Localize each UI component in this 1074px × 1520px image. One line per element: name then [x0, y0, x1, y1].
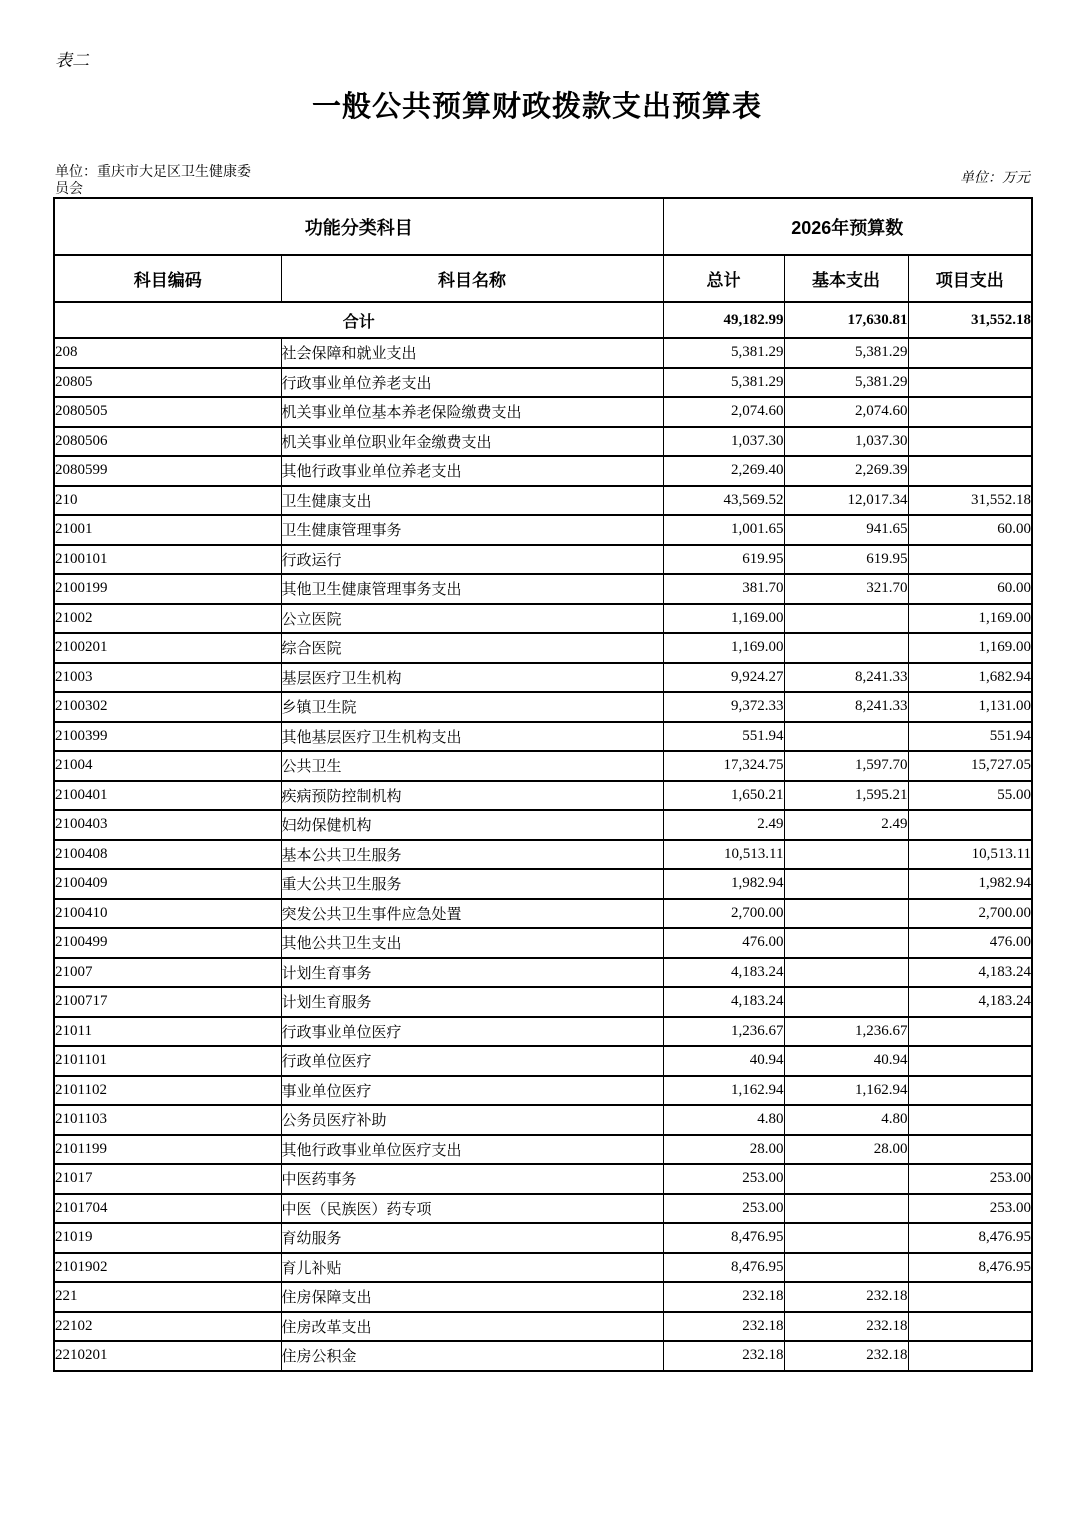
- cell-code: 21003: [54, 663, 281, 693]
- table-row: [54, 1253, 1032, 1283]
- table-row: [54, 1312, 1032, 1342]
- cell-project: [908, 545, 1032, 575]
- table-row: [54, 456, 1032, 486]
- cell-code: 21017: [54, 1164, 281, 1194]
- cell-project: 60.00: [908, 515, 1032, 545]
- cell-code: 2101704: [54, 1194, 281, 1224]
- cell-total: 4,183.24: [663, 958, 784, 988]
- cell-name: 机关事业单位基本养老保险缴费支出: [281, 397, 663, 427]
- cell-total: 10,513.11: [663, 840, 784, 870]
- cell-name: 突发公共卫生事件应急处置: [281, 899, 663, 929]
- cell-project: [908, 1282, 1032, 1312]
- cell-name: 基层医疗卫生机构: [281, 663, 663, 693]
- budget-table: [53, 197, 1033, 1372]
- table-header: [54, 198, 1032, 302]
- cell-code: 2100408: [54, 840, 281, 870]
- unit-measure-label: 单位：万元: [960, 171, 1030, 186]
- table-row: [54, 810, 1032, 840]
- cell-project: [908, 368, 1032, 398]
- cell-basic: 619.95: [784, 545, 908, 575]
- cell-project: 253.00: [908, 1194, 1032, 1224]
- cell-total: 17,324.75: [663, 751, 784, 781]
- cell-basic: [784, 1194, 908, 1224]
- cell-project: [908, 456, 1032, 486]
- cell-basic: 1,037.30: [784, 427, 908, 457]
- cell-name: 住房保障支出: [281, 1282, 663, 1312]
- table-row: [54, 781, 1032, 811]
- cell-basic: [784, 928, 908, 958]
- cell-name: 妇幼保健机构: [281, 810, 663, 840]
- table-row: [54, 1282, 1032, 1312]
- cell-code: 21004: [54, 751, 281, 781]
- cell-total: 40.94: [663, 1046, 784, 1076]
- header-function-group: 功能分类科目: [54, 198, 663, 255]
- table-row: [54, 368, 1032, 398]
- cell-total: 551.94: [663, 722, 784, 752]
- cell-basic: 1,597.70: [784, 751, 908, 781]
- cell-name: 事业单位医疗: [281, 1076, 663, 1106]
- cell-project: 4,183.24: [908, 958, 1032, 988]
- cell-basic: 28.00: [784, 1135, 908, 1165]
- cell-code: 2210201: [54, 1341, 281, 1371]
- cell-code: 21019: [54, 1223, 281, 1253]
- cell-name: 公立医院: [281, 604, 663, 634]
- table-row: [54, 869, 1032, 899]
- cell-project: 31,552.18: [908, 486, 1032, 516]
- unit-name-label: 单位：重庆市大足区卫生健康委员会: [55, 165, 251, 197]
- cell-name: 卫生健康支出: [281, 486, 663, 516]
- cell-project: 60.00: [908, 574, 1032, 604]
- cell-project: [908, 1135, 1032, 1165]
- cell-project: 10,513.11: [908, 840, 1032, 870]
- cell-basic: 2,074.60: [784, 397, 908, 427]
- table-row: [54, 840, 1032, 870]
- cell-project: 1,131.00: [908, 692, 1032, 722]
- table-row: [54, 899, 1032, 929]
- cell-name: 重大公共卫生服务: [281, 869, 663, 899]
- table-row: [54, 1341, 1032, 1371]
- cell-name: 公务员医疗补助: [281, 1105, 663, 1135]
- cell-project: [908, 1046, 1032, 1076]
- cell-total: 2,074.60: [663, 397, 784, 427]
- cell-total: 381.70: [663, 574, 784, 604]
- table-row: [54, 604, 1032, 634]
- cell-basic: [784, 869, 908, 899]
- cell-name: 其他卫生健康管理事务支出: [281, 574, 663, 604]
- cell-name: 育幼服务: [281, 1223, 663, 1253]
- cell-name: 行政运行: [281, 545, 663, 575]
- cell-name: 中医（民族医）药专项: [281, 1194, 663, 1224]
- cell-code: 2100101: [54, 545, 281, 575]
- table-row: [54, 574, 1032, 604]
- cell-code: 2100410: [54, 899, 281, 929]
- cell-code: 2101102: [54, 1076, 281, 1106]
- table-row: [54, 338, 1032, 368]
- table-row: [54, 397, 1032, 427]
- cell-code: 2100403: [54, 810, 281, 840]
- cell-project: 1,169.00: [908, 604, 1032, 634]
- table-row: [54, 1046, 1032, 1076]
- cell-project: 2,700.00: [908, 899, 1032, 929]
- cell-project: [908, 397, 1032, 427]
- cell-project: [908, 338, 1032, 368]
- table-row: [54, 958, 1032, 988]
- cell-basic: [784, 987, 908, 1017]
- cell-name: 其他基层医疗卫生机构支出: [281, 722, 663, 752]
- cell-name: 乡镇卫生院: [281, 692, 663, 722]
- cell-name: 基本公共卫生服务: [281, 840, 663, 870]
- cell-project: [908, 427, 1032, 457]
- page-title: 一般公共预算财政拨款支出预算表: [311, 91, 762, 123]
- header-basic: 基本支出: [784, 255, 908, 302]
- cell-name: 计划生育事务: [281, 958, 663, 988]
- table-row: [54, 545, 1032, 575]
- cell-code: 2101199: [54, 1135, 281, 1165]
- cell-total: 1,169.00: [663, 633, 784, 663]
- header-total: 总计: [663, 255, 784, 302]
- cell-total: 1,650.21: [663, 781, 784, 811]
- cell-basic: 2,269.39: [784, 456, 908, 486]
- summary-project: 31,552.18: [908, 302, 1032, 338]
- header-group-row: [54, 198, 1032, 255]
- table-row: [54, 1105, 1032, 1135]
- cell-total: 619.95: [663, 545, 784, 575]
- table-row: [54, 722, 1032, 752]
- cell-basic: [784, 958, 908, 988]
- cell-project: 476.00: [908, 928, 1032, 958]
- cell-basic: 2.49: [784, 810, 908, 840]
- cell-basic: [784, 840, 908, 870]
- cell-name: 机关事业单位职业年金缴费支出: [281, 427, 663, 457]
- header-project: 项目支出: [908, 255, 1032, 302]
- cell-basic: 1,162.94: [784, 1076, 908, 1106]
- cell-basic: [784, 1164, 908, 1194]
- cell-code: 2080599: [54, 456, 281, 486]
- cell-basic: 8,241.33: [784, 663, 908, 693]
- cell-code: 210: [54, 486, 281, 516]
- cell-name: 其他公共卫生支出: [281, 928, 663, 958]
- cell-name: 卫生健康管理事务: [281, 515, 663, 545]
- table-row: [54, 515, 1032, 545]
- cell-name: 疾病预防控制机构: [281, 781, 663, 811]
- cell-code: 2101103: [54, 1105, 281, 1135]
- cell-total: 2,269.40: [663, 456, 784, 486]
- table-row: [54, 928, 1032, 958]
- cell-code: 21001: [54, 515, 281, 545]
- cell-project: 55.00: [908, 781, 1032, 811]
- table-row: [54, 751, 1032, 781]
- header-column-row: [54, 255, 1032, 302]
- cell-total: 232.18: [663, 1282, 784, 1312]
- cell-project: [908, 1312, 1032, 1342]
- sheet-label: 表二: [55, 51, 89, 70]
- cell-project: [908, 1076, 1032, 1106]
- cell-code: 2100199: [54, 574, 281, 604]
- cell-name: 其他行政事业单位养老支出: [281, 456, 663, 486]
- cell-code: 2100717: [54, 987, 281, 1017]
- cell-basic: [784, 1223, 908, 1253]
- cell-total: 4,183.24: [663, 987, 784, 1017]
- cell-basic: 941.65: [784, 515, 908, 545]
- cell-total: 232.18: [663, 1312, 784, 1342]
- summary-label: 合计: [54, 302, 663, 338]
- cell-basic: [784, 633, 908, 663]
- cell-code: 21002: [54, 604, 281, 634]
- cell-name: 其他行政事业单位医疗支出: [281, 1135, 663, 1165]
- cell-code: 221: [54, 1282, 281, 1312]
- cell-code: 21011: [54, 1017, 281, 1047]
- header-budget-group: 2026年预算数: [663, 198, 1032, 255]
- cell-basic: [784, 899, 908, 929]
- cell-total: 253.00: [663, 1164, 784, 1194]
- table-row: [54, 987, 1032, 1017]
- cell-total: 2.49: [663, 810, 784, 840]
- cell-name: 育儿补贴: [281, 1253, 663, 1283]
- cell-project: 8,476.95: [908, 1223, 1032, 1253]
- cell-name: 中医药事务: [281, 1164, 663, 1194]
- cell-project: [908, 1341, 1032, 1371]
- cell-total: 1,982.94: [663, 869, 784, 899]
- cell-name: 公共卫生: [281, 751, 663, 781]
- cell-code: 2080505: [54, 397, 281, 427]
- cell-total: 232.18: [663, 1341, 784, 1371]
- table-row: [54, 663, 1032, 693]
- cell-basic: 321.70: [784, 574, 908, 604]
- cell-project: 551.94: [908, 722, 1032, 752]
- cell-project: 253.00: [908, 1164, 1032, 1194]
- cell-code: 22102: [54, 1312, 281, 1342]
- table-row: [54, 1017, 1032, 1047]
- cell-project: [908, 1017, 1032, 1047]
- cell-total: 1,001.65: [663, 515, 784, 545]
- cell-project: 1,982.94: [908, 869, 1032, 899]
- cell-project: 1,169.00: [908, 633, 1032, 663]
- cell-basic: 1,595.21: [784, 781, 908, 811]
- cell-total: 43,569.52: [663, 486, 784, 516]
- cell-basic: 5,381.29: [784, 338, 908, 368]
- cell-total: 9,924.27: [663, 663, 784, 693]
- cell-basic: [784, 1253, 908, 1283]
- header-name: 科目名称: [281, 255, 663, 302]
- cell-total: 8,476.95: [663, 1223, 784, 1253]
- cell-basic: 12,017.34: [784, 486, 908, 516]
- cell-basic: 232.18: [784, 1341, 908, 1371]
- cell-total: 9,372.33: [663, 692, 784, 722]
- cell-name: 行政事业单位养老支出: [281, 368, 663, 398]
- cell-name: 社会保障和就业支出: [281, 338, 663, 368]
- table-body: [54, 338, 1032, 1371]
- cell-code: 2101902: [54, 1253, 281, 1283]
- summary-row: [54, 302, 1032, 338]
- cell-total: 2,700.00: [663, 899, 784, 929]
- cell-code: 208: [54, 338, 281, 368]
- cell-code: 2100399: [54, 722, 281, 752]
- cell-code: 2100302: [54, 692, 281, 722]
- cell-name: 计划生育服务: [281, 987, 663, 1017]
- cell-code: 2100201: [54, 633, 281, 663]
- table-row: [54, 427, 1032, 457]
- cell-project: 4,183.24: [908, 987, 1032, 1017]
- cell-code: 2100499: [54, 928, 281, 958]
- cell-basic: 40.94: [784, 1046, 908, 1076]
- table-row: [54, 486, 1032, 516]
- cell-code: 2100409: [54, 869, 281, 899]
- cell-total: 476.00: [663, 928, 784, 958]
- cell-basic: 232.18: [784, 1312, 908, 1342]
- cell-basic: [784, 604, 908, 634]
- cell-code: 20805: [54, 368, 281, 398]
- table-row: [54, 692, 1032, 722]
- cell-project: 8,476.95: [908, 1253, 1032, 1283]
- cell-total: 1,236.67: [663, 1017, 784, 1047]
- cell-basic: 1,236.67: [784, 1017, 908, 1047]
- summary-total: 49,182.99: [663, 302, 784, 338]
- cell-total: 5,381.29: [663, 368, 784, 398]
- table-row: [54, 1076, 1032, 1106]
- table-row: [54, 1135, 1032, 1165]
- cell-name: 住房公积金: [281, 1341, 663, 1371]
- cell-name: 住房改革支出: [281, 1312, 663, 1342]
- summary-basic: 17,630.81: [784, 302, 908, 338]
- cell-name: 综合医院: [281, 633, 663, 663]
- cell-basic: 8,241.33: [784, 692, 908, 722]
- cell-total: 1,162.94: [663, 1076, 784, 1106]
- cell-total: 253.00: [663, 1194, 784, 1224]
- cell-basic: 232.18: [784, 1282, 908, 1312]
- table-row: [54, 1223, 1032, 1253]
- cell-name: 行政单位医疗: [281, 1046, 663, 1076]
- cell-code: 2101101: [54, 1046, 281, 1076]
- cell-project: 15,727.05: [908, 751, 1032, 781]
- cell-code: 2100401: [54, 781, 281, 811]
- cell-basic: 5,381.29: [784, 368, 908, 398]
- cell-code: 21007: [54, 958, 281, 988]
- cell-basic: [784, 722, 908, 752]
- table-row: [54, 1194, 1032, 1224]
- cell-project: 1,682.94: [908, 663, 1032, 693]
- cell-basic: 4.80: [784, 1105, 908, 1135]
- table-row: [54, 1164, 1032, 1194]
- cell-total: 1,169.00: [663, 604, 784, 634]
- cell-total: 4.80: [663, 1105, 784, 1135]
- cell-total: 1,037.30: [663, 427, 784, 457]
- cell-project: [908, 810, 1032, 840]
- cell-total: 5,381.29: [663, 338, 784, 368]
- cell-code: 2080506: [54, 427, 281, 457]
- cell-name: 行政事业单位医疗: [281, 1017, 663, 1047]
- cell-total: 28.00: [663, 1135, 784, 1165]
- header-code: 科目编码: [54, 255, 281, 302]
- cell-total: 8,476.95: [663, 1253, 784, 1283]
- table-row: [54, 633, 1032, 663]
- cell-project: [908, 1105, 1032, 1135]
